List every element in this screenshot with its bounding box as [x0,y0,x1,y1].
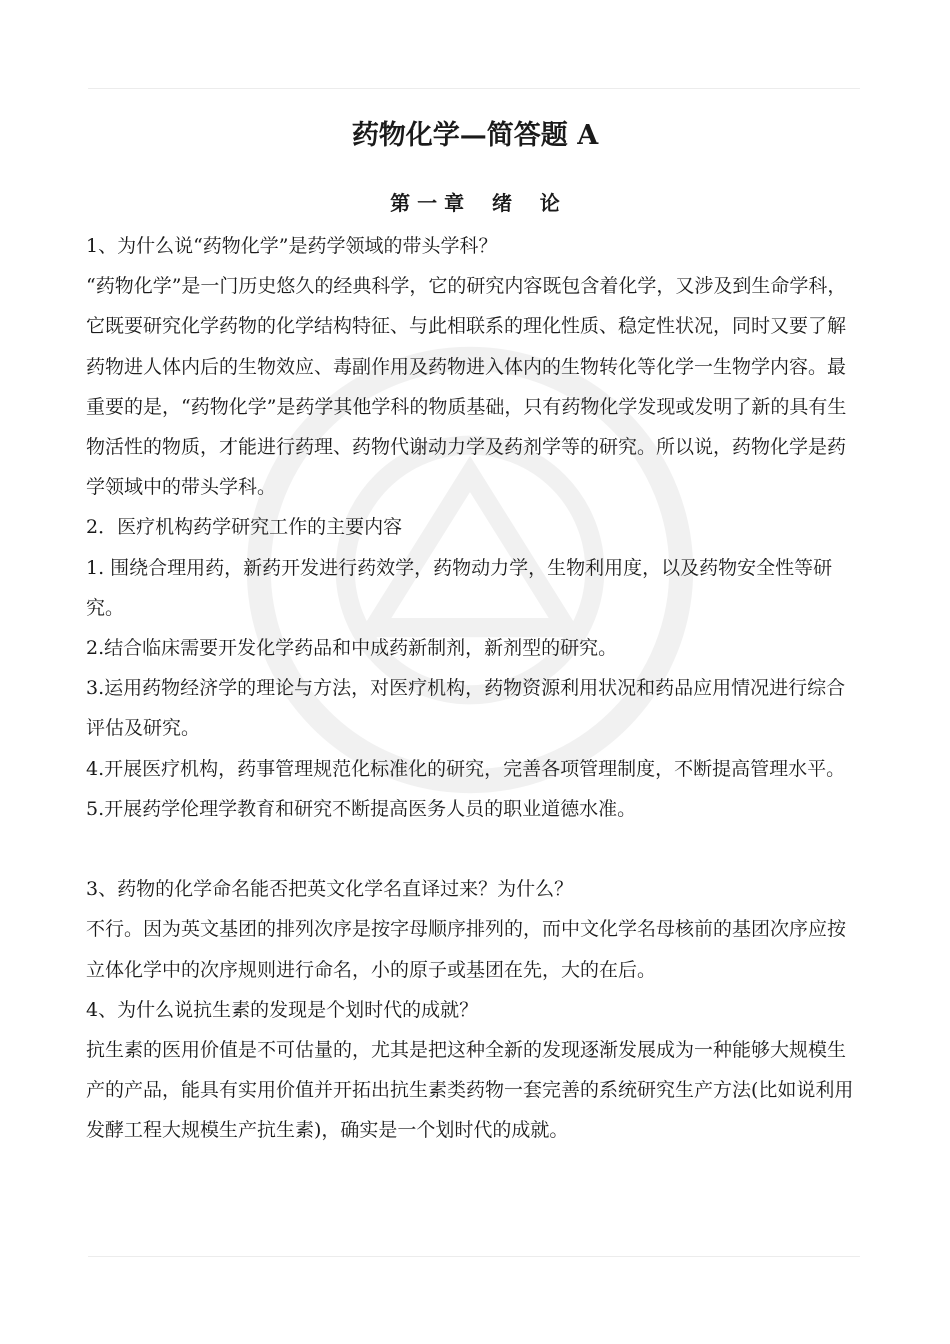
document-body [86,226,862,1151]
header-rule [88,88,860,89]
paragraph-gap [86,829,862,869]
chapter-heading: 第 一 章 绪 论 [390,191,560,215]
question-2: 2．医疗机构药学研究工作的主要内容 [86,516,403,539]
footer-rule [88,1256,860,1257]
answer-2-item-3: 3.运用药物经济学的理论与方法，对医疗机构，药物资源利用状况和药品应用情况进行综合评估及研究。 [86,677,846,740]
answer-2-item-1: 1. 围绕合理用药，新药开发进行药效学，药物动力学，生物利用度，以及药物安全性等研究。 [86,556,833,619]
answer-2-item-2: 2.结合临床需要开发化学药品和中成药新制剂，新剂型的研究。 [86,637,618,660]
answer-2-item-5: 5.开展药学伦理学教育和研究不断提高医务人员的职业道德水准。 [86,797,637,820]
answer-3: 不行。因为英文基团的排列次序是按字母顺序排列的，而中文化学名母核前的基团次序应按立体化学中的次序规则进行命名，小的原子或基团在先，大的在后。 [86,918,847,981]
answer-2-item-4: 4.开展医疗机构，药事管理规范化标准化的研究，完善各项管理制度，不断提高管理水平。 [86,757,846,780]
question-1: 1、为什么说“药物化学”是药学领域的带头学科？ [86,235,498,257]
answer-1: “药物化学”是一门历史悠久的经典科学，它的研究内容既包含着化学，又涉及到生命学科，它既要研究化学药物的化学结构特征、与此相联系的理化性质、稳定性状况，同时又要了解药物进人体内后的生物效应、毒副作用及药物进入体内的生物转化等化学一生物学内容。最重要的是，“药物化学”是药学其他学科的物质基础，只有药物化学发现或发明了新的具有生物活性的物质，才能进行药理、药物代谢动力学及药剂学等的研究。所以说，药物化学是药学领域中的带头学科。 [86,275,847,499]
question-3: 3、药物的化学命名能否把英文化学名直译过来？为什么？ [86,878,574,901]
question-4: 4、为什么说抗生素的发现是个划时代的成就？ [86,998,479,1021]
answer-4: 抗生素的医用价值是不可估量的，尤其是把这种全新的发现逐渐发展成为一种能够大规模生产的产品，能具有实用价值并开拓出抗生素类药物一套完善的系统研究生产方法(比如说利用发酵工程大规模生产抗生素)，确实是一个划时代的成就。 [86,1039,854,1142]
document-title: 药物化学—简答题 A [351,120,599,151]
